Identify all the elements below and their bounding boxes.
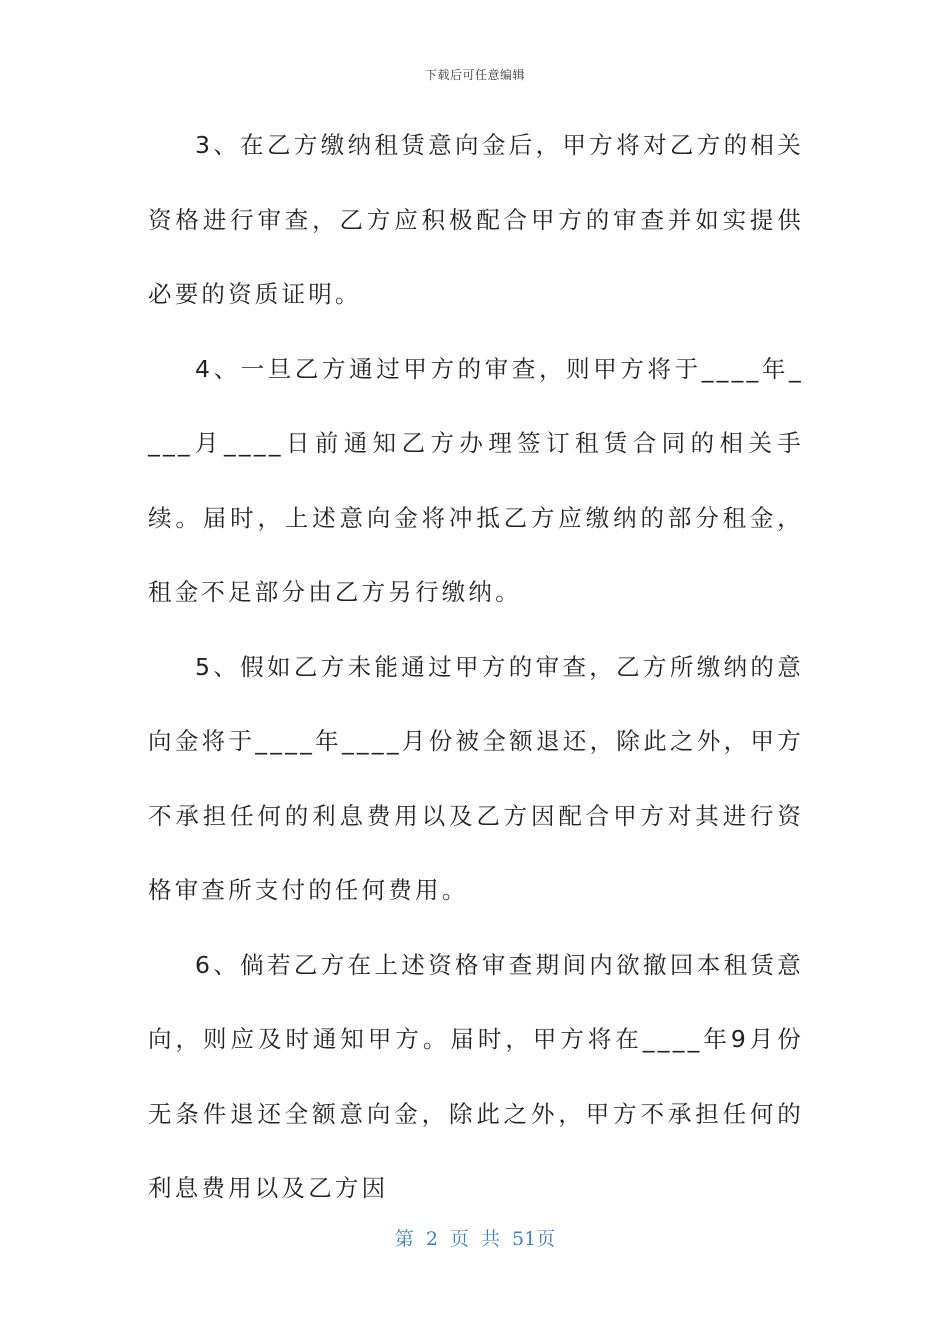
clause-6: 6、倘若乙方在上述资格审查期间内欲撤回本租赁意向，则应及时通知甲方。届时，甲方将在____年9月份无条件退还全额意向金，除此之外，甲方不承担任何的利息费用以及乙方因 xyxy=(148,950,804,1202)
page-number: 第 2 页 共 51页 xyxy=(394,1228,556,1250)
page-header-note: 下载后可任意编辑 xyxy=(424,68,525,82)
clause-5: 5、假如乙方未能通过甲方的审查，乙方所缴纳的意向金将于____年____月份被全额退还，除此之外，甲方不承担任何的利息费用以及乙方因配合甲方对其进行资格审查所支付的任何费用。 xyxy=(148,652,804,904)
clause-4: 4、一旦乙方通过甲方的审查，则甲方将于____年____月____日前通知乙方办理签订租赁合同的相关手续。届时，上述意向金将冲抵乙方应缴纳的部分租金，租金不足部分由乙方另行缴纳。 xyxy=(148,354,804,606)
document-body xyxy=(148,108,804,1226)
clause-3: 3、在乙方缴纳租赁意向金后，甲方将对乙方的相关资格进行审查，乙方应积极配合甲方的审查并如实提供必要的资质证明。 xyxy=(148,131,804,308)
